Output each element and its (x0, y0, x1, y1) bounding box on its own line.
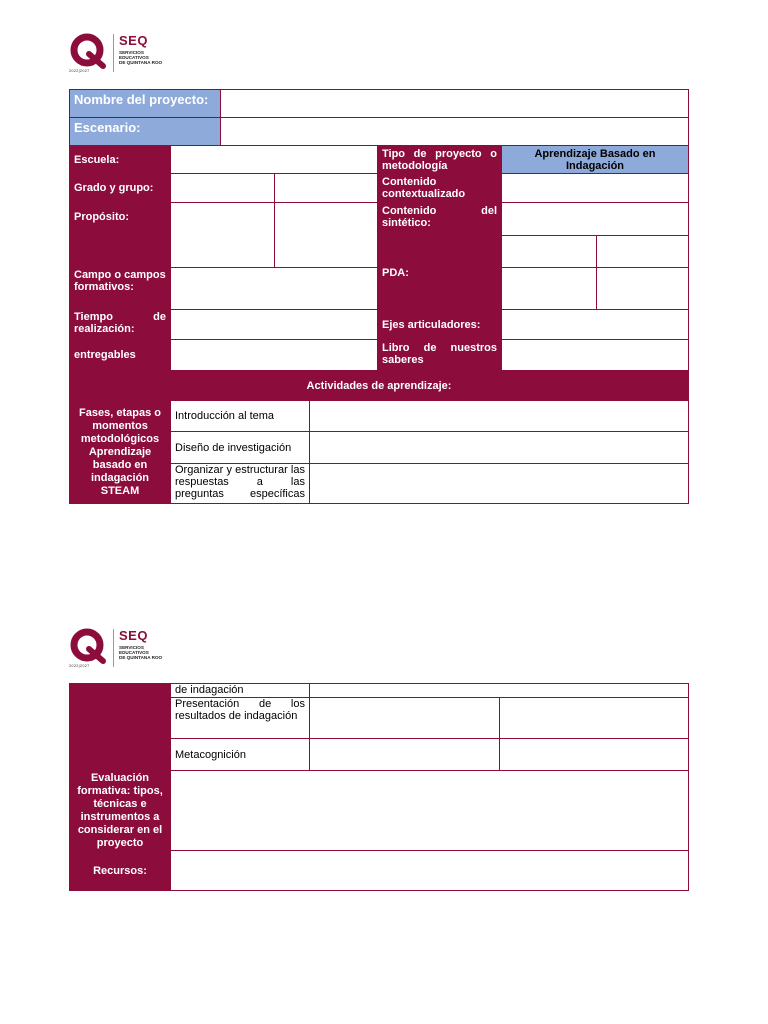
input-proposito-2[interactable] (274, 202, 378, 268)
input-contenido-contextualizado[interactable] (501, 173, 689, 203)
input-entregables[interactable] (170, 339, 378, 371)
seq-logo (67, 32, 177, 76)
seq-logo-page2 (67, 627, 177, 671)
logo-name: SEQ (119, 33, 148, 48)
section-actividades: Actividades de aprendizaje: (69, 370, 689, 401)
phase-introduccion: Introducción al tema (170, 400, 310, 432)
logo-line3: DE QUINTANA ROO (119, 60, 163, 65)
input-grado[interactable] (170, 173, 275, 203)
phase-metacognicion: Metacognición (170, 738, 310, 771)
input-escuela[interactable] (170, 145, 378, 174)
label-libro: Libro de nuestros saberes (377, 339, 502, 371)
phase-organizar-continued: de indagación (170, 683, 310, 698)
input-nombre-proyecto[interactable] (220, 89, 689, 118)
logo-years: 2022|2027 (69, 69, 90, 73)
input-metacognicion-1[interactable] (309, 738, 500, 771)
input-ejes[interactable] (501, 309, 689, 340)
input-pda-1[interactable] (501, 235, 597, 268)
input-pda-4[interactable] (596, 267, 689, 310)
input-presentacion-1[interactable] (309, 697, 500, 739)
input-introduccion[interactable] (309, 400, 689, 432)
input-proposito-1[interactable] (170, 202, 275, 268)
input-contenido-sintetico[interactable] (501, 202, 689, 236)
label-evaluacion: Evaluación formativa: tipos, técnicas e instrumentos a considerar en el proyecto (69, 770, 171, 851)
label-escenario: Escenario: (69, 117, 221, 146)
label-pda: PDA: (377, 235, 502, 310)
input-pda-3[interactable] (501, 267, 597, 310)
label-escuela: Escuela: (69, 145, 171, 174)
label-ejes: Ejes articuladores: (377, 309, 502, 340)
input-metacognicion-2[interactable] (499, 738, 689, 771)
input-escenario[interactable] (220, 117, 689, 146)
input-grupo[interactable] (274, 173, 378, 203)
label-tiempo: Tiempo de realización: (69, 309, 171, 340)
input-pda-2[interactable] (596, 235, 689, 268)
input-organizar[interactable] (309, 463, 689, 504)
logo-divider (113, 629, 114, 667)
label-recursos: Recursos: (69, 850, 171, 891)
logo-name: SEQ (119, 628, 148, 643)
label-campos-formativos: Campo o campos formativos: (69, 267, 171, 310)
phase-diseno: Diseño de investigación (170, 431, 310, 464)
logo-divider (113, 34, 114, 72)
logo-line3: DE QUINTANA ROO (119, 655, 163, 660)
q-emblem-icon (67, 32, 111, 72)
logo-years: 2022|2027 (69, 664, 90, 668)
label-fases: Fases, etapas o momentos metodológicos Aprendizaje basado en indagación STEAM (69, 400, 171, 504)
logo-line1: SERVICIOS (119, 50, 144, 55)
value-tipo-proyecto: Aprendizaje Basado en Indagación (501, 145, 689, 174)
input-recursos[interactable] (170, 850, 689, 891)
input-campos-formativos[interactable] (170, 267, 378, 310)
label-contenido-contextualizado: Contenido contextualizado (377, 173, 502, 203)
logo-line2: EDUCATIVOS (119, 55, 149, 60)
input-presentacion-2[interactable] (499, 697, 689, 739)
input-diseno[interactable] (309, 431, 689, 464)
q-emblem-icon (67, 627, 111, 667)
label-tipo-proyecto: Tipo de proyecto o metodología (377, 145, 502, 174)
phase-organizar: Organizar y estructurar las respuestas a las preguntas específicas (170, 463, 310, 504)
label-entregables: entregables (69, 339, 171, 371)
input-tiempo[interactable] (170, 309, 378, 340)
label-grado-grupo: Grado y grupo: (69, 173, 171, 203)
input-organizar-continued[interactable] (309, 683, 689, 698)
label-fases-continued (69, 683, 171, 771)
input-libro[interactable] (501, 339, 689, 371)
input-evaluacion[interactable] (170, 770, 689, 851)
logo-line1: SERVICIOS (119, 645, 144, 650)
label-contenido-sintetico: Contenido del sintético: (377, 202, 502, 236)
label-nombre-proyecto: Nombre del proyecto: (69, 89, 221, 118)
logo-line2: EDUCATIVOS (119, 650, 149, 655)
phase-presentacion: Presentación de los resultados de indagación (170, 697, 310, 739)
label-proposito: Propósito: (69, 202, 171, 268)
